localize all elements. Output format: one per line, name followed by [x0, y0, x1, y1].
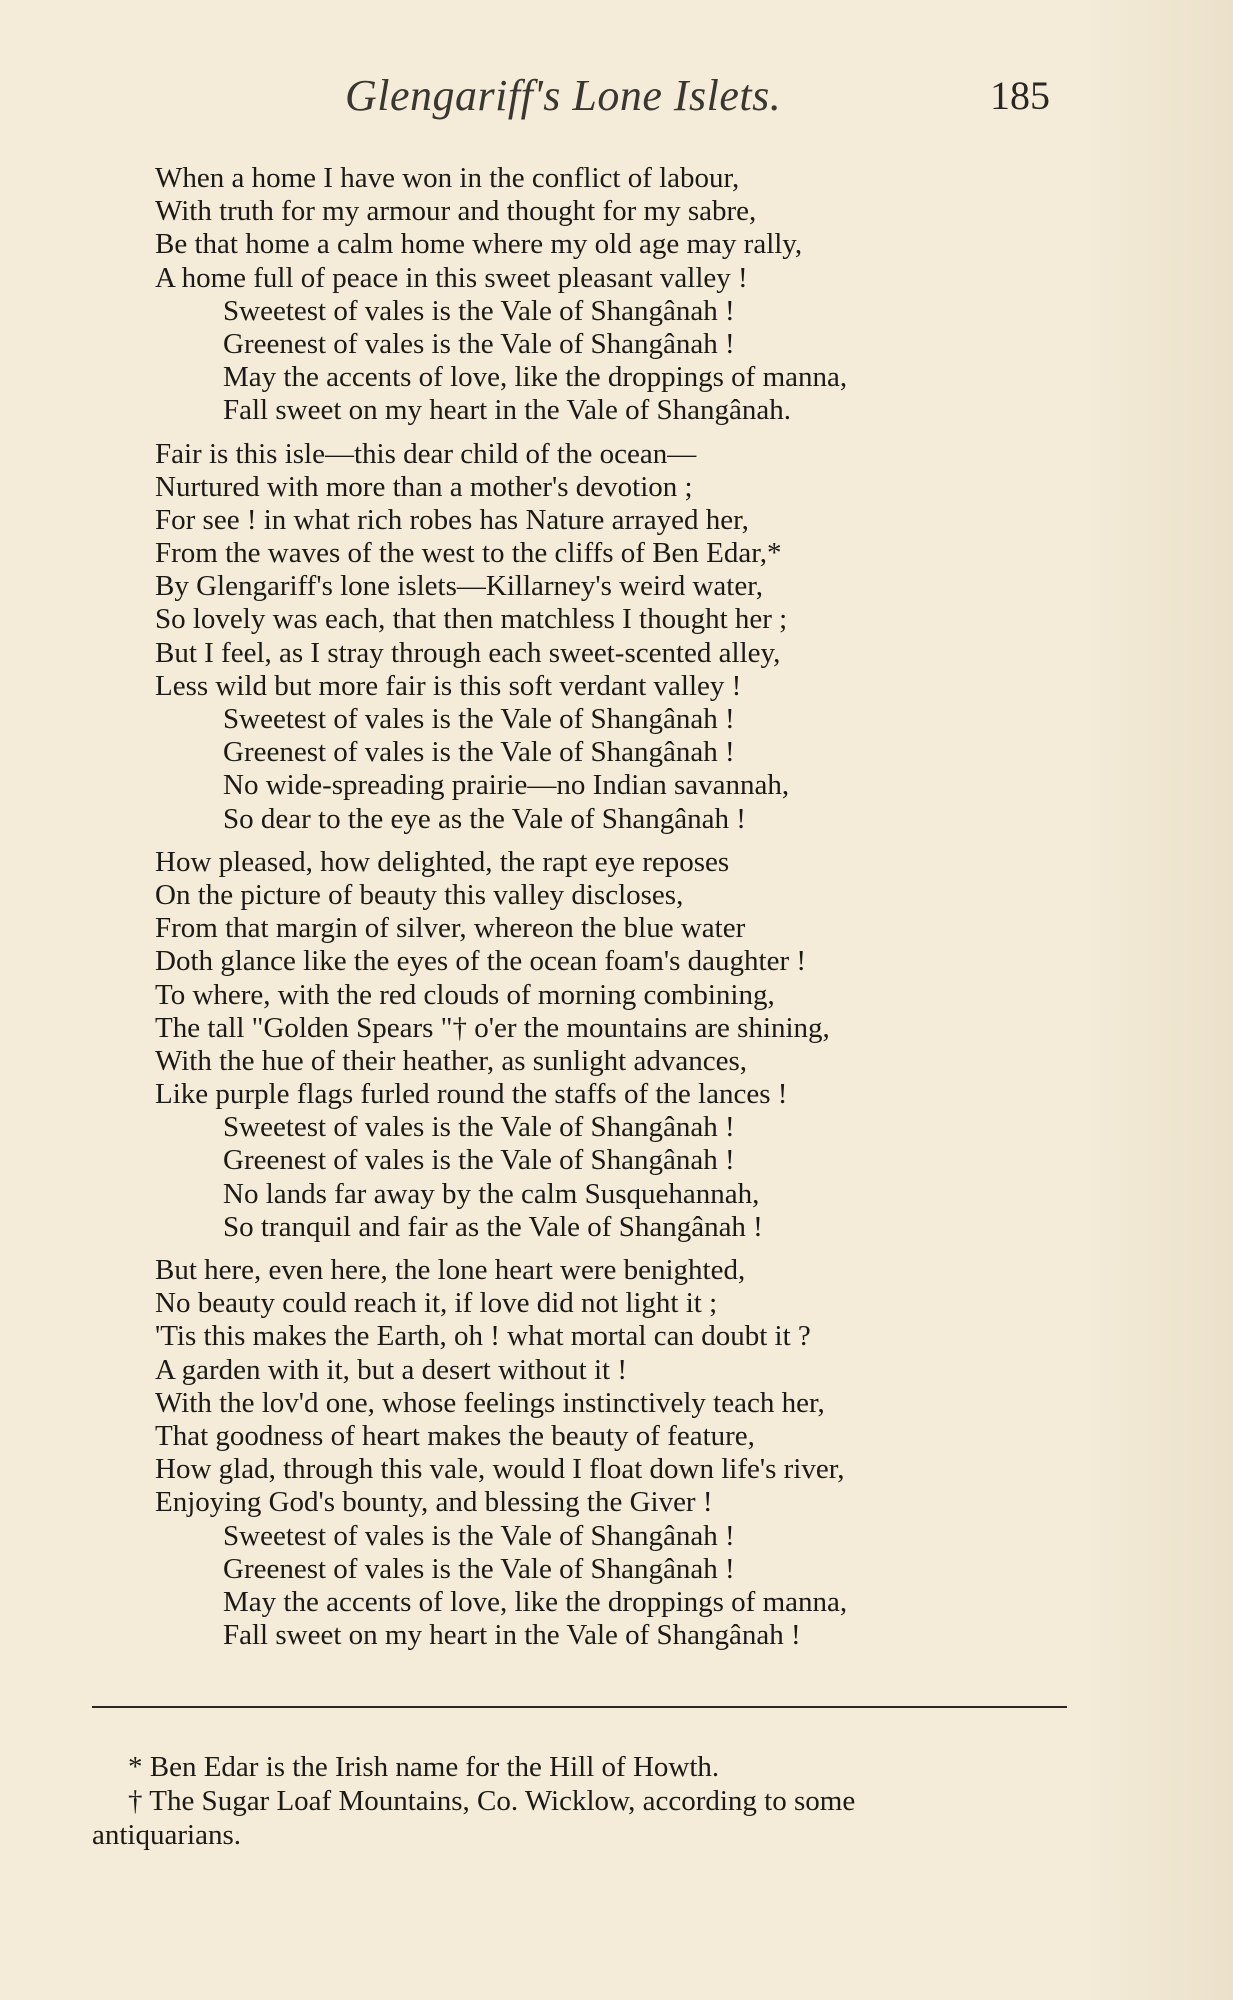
footnotes [92, 1750, 1082, 1852]
stanza-2 [155, 438, 1055, 836]
refrain-line: Sweetest of vales is the Vale of Shangânah ! [223, 703, 735, 735]
poem-line: But I feel, as I stray through each sweet-scented alley, [155, 636, 781, 669]
poem-line: Like purple flags furled round the staffs of the lances ! [155, 1078, 788, 1111]
poem-line: With the hue of their heather, as sunlight advances, [155, 1044, 747, 1077]
footnote-ben-edar: * Ben Edar is the Irish name for the Hill of Howth. [128, 1751, 720, 1783]
poem-line: When a home I have won in the conflict of labour, [155, 162, 740, 194]
poem-line: Enjoying God's bounty, and blessing the Giver ! [155, 1486, 713, 1519]
stanza-4 [155, 1254, 1055, 1652]
footnote-rule [92, 1706, 1067, 1708]
poem-line: Less wild but more fair is this soft verdant valley ! [155, 669, 742, 702]
poem-line: 'Tis this makes the Earth, oh ! what mortal can doubt it ? [155, 1320, 811, 1353]
poem-line: Be that home a calm home where my old age may rally, [155, 228, 803, 261]
refrain-line: Greenest of vales is the Vale of Shangânah ! [223, 736, 735, 769]
poem-line: The tall "Golden Spears "† o'er the mountains are shining, [155, 1011, 830, 1044]
poem-line: Fair is this isle—this dear child of the ocean— [155, 437, 697, 470]
poem-line: From that margin of silver, whereon the blue water [155, 912, 746, 945]
refrain-line: Greenest of vales is the Vale of Shangânah ! [223, 1144, 735, 1177]
footnote-golden-spears: † The Sugar Loaf Mountains, Co. Wicklow, according to some [128, 1785, 856, 1817]
refrain-line: Sweetest of vales is the Vale of Shangânah ! [223, 294, 735, 327]
poem-line: How pleased, how delighted, the rapt eye reposes [155, 845, 730, 878]
poem-line: With the lov'd one, whose feelings instinctively teach her, [155, 1386, 825, 1419]
poem [155, 162, 1055, 1662]
refrain-line: No wide-spreading prairie—no Indian savannah, [223, 769, 790, 802]
refrain-line: Sweetest of vales is the Vale of Shangânah ! [223, 1519, 735, 1552]
poem-line: By Glengariff's lone islets—Killarney's weird water, [155, 570, 763, 603]
poem-line: How glad, through this vale, would I float down life's river, [155, 1453, 845, 1486]
stanza-1 [155, 162, 1055, 428]
refrain-line: May the accents of love, like the droppings of manna, [223, 361, 848, 394]
poem-line: A home full of peace in this sweet pleasant valley ! [155, 261, 748, 294]
refrain-line: So tranquil and fair as the Vale of Shangânah ! [223, 1210, 763, 1243]
poem-line: For see ! in what rich robes has Nature arrayed her, [155, 503, 749, 536]
refrain-line: Fall sweet on my heart in the Vale of Shangânah. [223, 394, 792, 427]
page-number: 185 [990, 73, 1050, 118]
poem-line: On the picture of beauty this valley discloses, [155, 878, 684, 911]
refrain-line: Greenest of vales is the Vale of Shangânah ! [223, 1552, 735, 1585]
refrain-line: So dear to the eye as the Vale of Shangânah ! [223, 802, 746, 835]
poem-line: Nurtured with more than a mother's devotion ; [155, 470, 693, 503]
stanza-3 [155, 846, 1055, 1244]
poem-line: That goodness of heart makes the beauty of feature, [155, 1419, 755, 1452]
poem-line: Doth glance like the eyes of the ocean foam's daughter ! [155, 945, 807, 978]
running-title: Glengariff's Lone Islets. [345, 71, 782, 120]
refrain-line: Fall sweet on my heart in the Vale of Shangânah ! [223, 1619, 801, 1652]
poem-line: No beauty could reach it, if love did not light it ; [155, 1287, 718, 1320]
refrain-line: No lands far away by the calm Susquehannah, [223, 1177, 760, 1210]
refrain-line: Greenest of vales is the Vale of Shangânah ! [223, 327, 735, 360]
poem-line: A garden with it, but a desert without it ! [155, 1353, 627, 1386]
poem-line: With truth for my armour and thought for my sabre, [155, 195, 757, 228]
page-edge-shading [1083, 0, 1233, 2000]
poem-line: From the waves of the west to the cliffs of Ben Edar,* [155, 537, 782, 570]
poem-line: So lovely was each, that then matchless I thought her ; [155, 603, 788, 636]
footnote-golden-spears-continued: antiquarians. [92, 1819, 241, 1851]
refrain-line: Sweetest of vales is the Vale of Shangânah ! [223, 1111, 735, 1144]
poem-line: To where, with the red clouds of morning combining, [155, 978, 775, 1011]
poem-line: But here, even here, the lone heart were benighted, [155, 1254, 746, 1286]
refrain-line: May the accents of love, like the droppings of manna, [223, 1585, 848, 1618]
